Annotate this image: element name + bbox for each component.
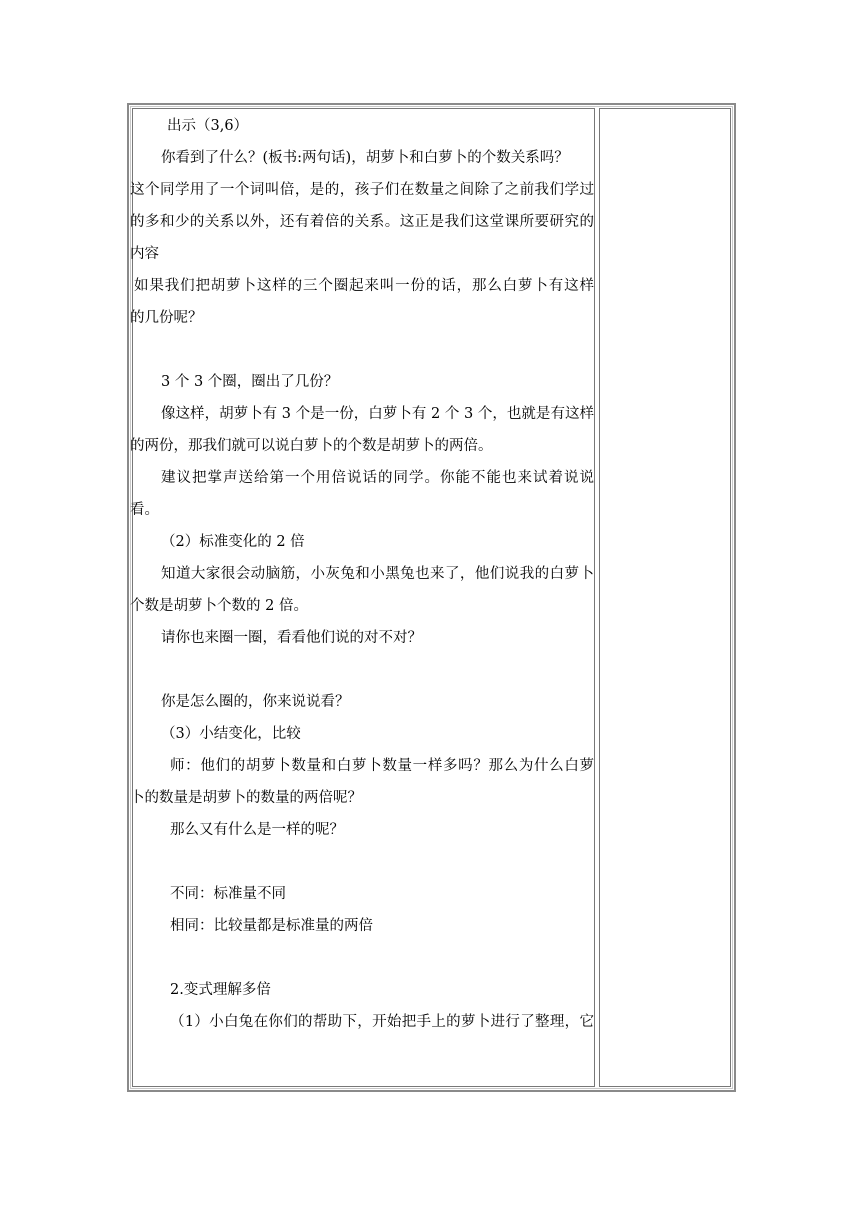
text-line: 卜的数量是胡萝卜的数量的两倍呢？ <box>130 790 362 806</box>
text-line: （1）小白兔在你们的帮助下，开始把手上的萝卜进行了整理，它 <box>170 1014 594 1030</box>
text-line: 个数是胡萝卜个数的 2 倍。 <box>130 598 308 614</box>
text-line: 你是怎么圈的，你来说说看？ <box>161 694 350 710</box>
text-line: 这个同学用了一个词叫倍，是的，孩子们在数量之间除了之前我们学过 <box>130 182 594 198</box>
text-line: 如果我们把胡萝卜这样的三个圈起来叫一份的话，那么白萝卜有这样 <box>134 278 594 294</box>
text-line: 像这样，胡萝卜有 3 个是一份，白萝卜有 2 个 3 个，也就是有这样 <box>161 406 594 422</box>
text-line: （3）小结变化，比较 <box>161 726 301 742</box>
text-line: 内容 <box>130 246 159 262</box>
text-line: （2）标准变化的 2 倍 <box>161 534 305 550</box>
text-line: 那么又有什么是一样的呢？ <box>170 822 344 838</box>
text-line: 的两份，那我们就可以说白萝卜的个数是胡萝卜的两倍。 <box>130 438 493 454</box>
notes-cell <box>599 108 731 1087</box>
text-line: 的多和少的关系以外，还有着倍的关系。这正是我们这堂课所要研究的 <box>130 214 594 230</box>
lesson-text <box>128 105 594 1085</box>
text-line: 请你也来圈一圈，看看他们说的对不对？ <box>161 630 422 646</box>
text-line: 3 个 3 个圈，圈出了几份？ <box>161 374 339 390</box>
text-line: 2.变式理解多倍 <box>170 982 271 998</box>
text-line: 看。 <box>130 502 159 518</box>
text-line: 的几份呢？ <box>130 310 203 326</box>
text-line: 建议把掌声送给第一个用倍说话的同学。你能不能也来试着说说 <box>161 470 594 486</box>
text-line: 知道大家很会动脑筋，小灰兔和小黑兔也来了，他们说我的白萝卜 <box>161 566 594 582</box>
text-line: 你看到了什么？(板书:两句话)，胡萝卜和白萝卜的个数关系吗？ <box>161 150 569 166</box>
text-line: 师：他们的胡萝卜数量和白萝卜数量一样多吗？那么为什么白萝 <box>170 758 594 774</box>
text-line: 出示（3,6） <box>167 118 249 134</box>
text-line: 不同：标准量不同 <box>170 886 286 902</box>
text-line: 相同：比较量都是标准量的两倍 <box>170 918 373 934</box>
